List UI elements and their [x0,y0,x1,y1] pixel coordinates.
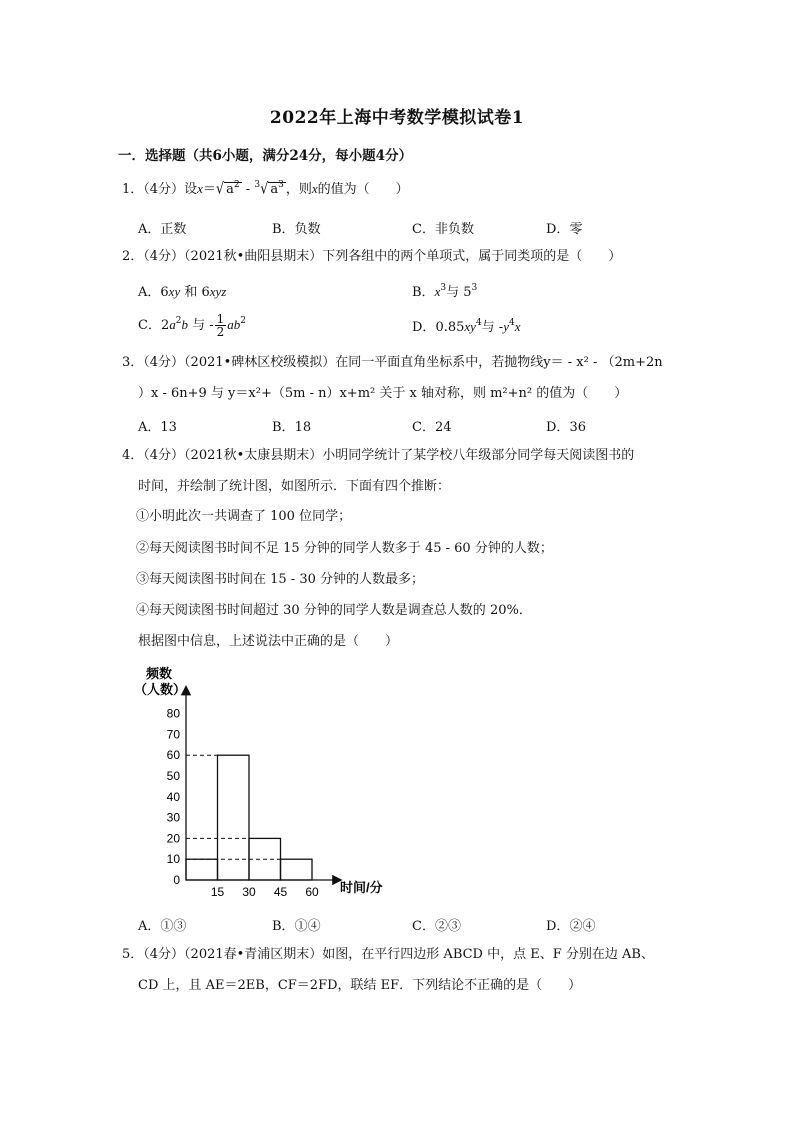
q3-option-a: A．13 [138,420,177,435]
q1-option-a: A．正数 [138,222,187,237]
x-axis-label: 时间/分 [340,880,383,895]
q1-option-b: B．负数 [272,222,321,237]
y-axis-label-line-2: （人数） [134,682,187,697]
q4-statement-3: ③每天阅读图书时间在 15 - 30 分钟的人数最多； [136,572,425,587]
question-4-line-2: 时间，并绘制了统计图，如图所示．下面有四个推断： [138,479,451,494]
q4-statement-2: ②每天阅读图书时间不足 15 分钟的同学人数多于 45 - 60 分钟的人数； [136,541,553,556]
histogram-bar [218,755,250,880]
histogram-bar [186,859,218,880]
q2-option-c: C．$2a^2b$ 与 - $\frac{1}{2}$ $ab^2$ [138,312,247,339]
question-2-stem: 2．（4分）（2021秋•曲阳县期末）下列各组中的两个单项式，属于同类项的是（ ） [122,249,622,264]
q4-option-a: A．①③ [138,919,187,934]
q3-option-d: D．36 [546,420,586,435]
y-tick-label: 60 [166,748,180,763]
page-title: 2022年上海中考数学模拟试卷1 [269,108,525,128]
y-tick-label: 0 [173,873,180,887]
q2-option-b: B．$x^3$与 $5^3$ [412,283,478,300]
y-tick-label: 30 [166,810,180,825]
q4-option-b: B．①④ [272,919,321,934]
y-tick-label: 20 [166,831,180,846]
y-tick-label: 50 [166,769,180,783]
q1-option-d: D．零 [546,222,583,237]
section-header: 一．选择题（共6小题，满分24分，每小题4分） [118,148,413,164]
y-axis-label-line-1: 频数 [146,666,173,681]
q3-option-b: B．18 [272,420,312,435]
question-5-line-1: 5．（4分）（2021春•青浦区期末）如图，在平行四边形 ABCD 中，点 E、F 分别在边 AB、 [122,947,654,962]
q4-statement-1: ①小明此次一共调查了 100 位同学； [136,509,352,524]
q4-option-c: C．②③ [412,919,461,934]
histogram-bar [281,859,313,880]
question-3-line-2: ）x - 6n+9 与 y＝x²+（5m - n）x+m² 关于 x 轴对称，则 m²+n² 的值为（ ） [138,386,628,401]
question-3-line-1: 3．（4分）（2021•碑林区校级模拟）在同一平面直角坐标系中，若抛物线y＝ - x² - （2m+2n [122,355,663,370]
x-tick-label: 30 [242,885,256,899]
q2-option-d: D．$0.85xy^4$与 $-y^4x$ [412,318,521,335]
q2-option-a: A．6xy 和 6xyz [138,284,227,300]
q4-statement-4: ④每天阅读图书时间超过 30 分钟的同学人数是调查总人数的 20%． [136,603,532,618]
question-1-stem: 1．（4分）设x＝√ $a^2 - ^3√$ $a^3$ ，则x的值为（ ） [122,180,409,199]
y-tick-label: 40 [166,789,180,804]
y-tick-label: 70 [166,727,180,742]
x-tick-label: 45 [273,885,288,899]
q3-option-c: C．24 [412,420,452,435]
x-tick-label: 60 [305,885,319,899]
frequency-histogram [130,662,400,902]
question-4-line-1: 4．（4分）（2021秋•太康县期末）小明同学统计了某学校八年级部分同学每天阅读图书的 [122,448,635,463]
y-tick-label: 80 [166,706,180,721]
q1-option-c: C．非负数 [412,222,474,237]
x-tick-label: 15 [210,885,225,899]
q4-option-d: D．②④ [546,919,596,934]
q4-prompt: 根据图中信息，上述说法中正确的是（ ） [138,634,399,649]
y-tick-label: 10 [166,852,180,867]
question-5-line-2: CD 上，且 AE＝2EB，CF＝2FD，联结 EF．下列结论不正确的是（ ） [138,978,582,993]
